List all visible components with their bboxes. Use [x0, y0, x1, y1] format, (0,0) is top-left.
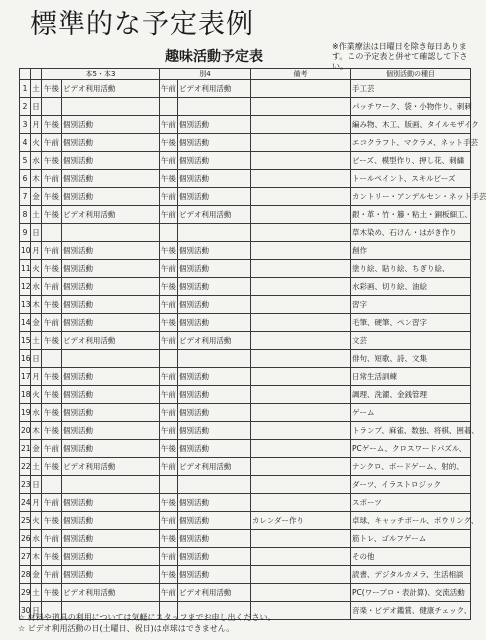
header-day	[20, 69, 31, 80]
table-cell-activity-1: 個別活動	[62, 530, 160, 548]
table-cell-activity-2: 個別活動	[178, 170, 251, 188]
table-cell-period-1: 午前	[42, 242, 62, 260]
table-cell-period-1: 午前	[42, 494, 62, 512]
table-cell-remark	[251, 242, 351, 260]
table-cell-weekday: 火	[31, 260, 42, 278]
table-cell-period-1: 午前	[42, 530, 62, 548]
table-cell-weekday: 日	[31, 350, 42, 368]
table-cell-day: 6	[20, 170, 31, 188]
table-cell-weekday: 月	[31, 116, 42, 134]
table-cell-activity-2: 個別活動	[178, 134, 251, 152]
table-cell-activity-1: 個別活動	[62, 386, 160, 404]
table-cell-activity-1: 個別活動	[62, 494, 160, 512]
table-cell-period-2: 午前	[160, 404, 178, 422]
table-cell-activity-1: 個別活動	[62, 368, 160, 386]
table-cell-remark	[251, 206, 351, 224]
table-cell-activity-2: 個別活動	[178, 386, 251, 404]
table-cell-period-2: 午前	[160, 152, 178, 170]
table-row	[20, 440, 471, 458]
table-row	[20, 242, 471, 260]
header-weekday	[31, 69, 42, 80]
table-cell-activity-2: 個別活動	[178, 314, 251, 332]
table-cell-activity-1: 個別活動	[62, 566, 160, 584]
table-row	[20, 188, 471, 206]
table-cell-day: 13	[20, 296, 31, 314]
table-cell-weekday: 土	[31, 80, 42, 98]
table-cell-theme: 調理、洗濯、金銭管理	[351, 386, 471, 404]
table-cell-period-1: 午前	[42, 314, 62, 332]
schedule-body	[20, 80, 486, 620]
table-cell-period-1: 午後	[42, 584, 62, 602]
table-cell-theme: トランプ、麻雀、数独、将棋、囲碁、	[351, 422, 471, 440]
table-cell-activity-2: 個別活動	[178, 368, 251, 386]
table-cell-period-2: 午前	[160, 206, 178, 224]
table-cell-activity-1: ビデオ利用活動	[62, 206, 160, 224]
table-row	[20, 116, 471, 134]
table-cell-period-1: 午前	[42, 170, 62, 188]
table-row	[20, 422, 471, 440]
header-remarks: 備考	[251, 69, 351, 80]
table-cell-day: 5	[20, 152, 31, 170]
table-cell-activity-1: 個別活動	[62, 440, 160, 458]
table-cell-remark	[251, 404, 351, 422]
table-cell-period-2: 午前	[160, 584, 178, 602]
table-cell-activity-2: ビデオ利用活動	[178, 458, 251, 476]
table-cell-activity-1	[62, 224, 160, 242]
table-cell-theme: PCゲーム、クロスワードパズル、	[351, 440, 471, 458]
table-cell-period-1: 午後	[42, 188, 62, 206]
table-cell-theme: 文芸	[351, 332, 471, 350]
table-cell-weekday: 火	[31, 512, 42, 530]
table-cell-day: 3	[20, 116, 31, 134]
table-cell-period-2: 午後	[160, 242, 178, 260]
table-cell-activity-1: 個別活動	[62, 260, 160, 278]
table-cell-day: 14	[20, 314, 31, 332]
table-cell-weekday: 木	[31, 422, 42, 440]
table-cell-weekday: 土	[31, 458, 42, 476]
table-cell-period-2: 午後	[160, 314, 178, 332]
table-row	[20, 206, 471, 224]
table-cell-activity-2: 個別活動	[178, 242, 251, 260]
table-cell-period-2	[160, 476, 178, 494]
table-cell-period-2	[160, 98, 178, 116]
table-row	[20, 170, 471, 188]
table-cell-day: 28	[20, 566, 31, 584]
table-row	[20, 152, 471, 170]
table-cell-period-2: 午前	[160, 548, 178, 566]
table-cell-period-2: 午前	[160, 422, 178, 440]
table-cell-activity-1: ビデオ利用活動	[62, 584, 160, 602]
table-cell-period-2: 午後	[160, 530, 178, 548]
table-cell-period-2: 午前	[160, 368, 178, 386]
table-cell-activity-2: 個別活動	[178, 512, 251, 530]
table-cell-activity-2: 個別活動	[178, 278, 251, 296]
table-cell-activity-1	[62, 476, 160, 494]
table-row	[20, 458, 471, 476]
table-cell-remark	[251, 80, 351, 98]
table-cell-activity-2: 個別活動	[178, 260, 251, 278]
table-cell-remark	[251, 548, 351, 566]
table-cell-theme: ゲーム	[351, 404, 471, 422]
table-row	[20, 260, 471, 278]
table-cell-period-2: 午後	[160, 440, 178, 458]
footnote: ☆ 材料や道具の利用については気軽にスタッフまでお申し出ください。	[18, 613, 276, 622]
table-cell-theme: スポーツ	[351, 494, 471, 512]
table-cell-weekday: 金	[31, 566, 42, 584]
table-cell-activity-2	[178, 350, 251, 368]
table-cell-day: 27	[20, 548, 31, 566]
table-row	[20, 80, 471, 98]
table-row	[20, 224, 471, 242]
table-cell-activity-2: 個別活動	[178, 152, 251, 170]
table-cell-remark	[251, 332, 351, 350]
table-cell-day: 8	[20, 206, 31, 224]
table-cell-day: 17	[20, 368, 31, 386]
table-cell-theme: パッチワーク、袋・小物作り、刺刺	[351, 98, 471, 116]
table-cell-theme: その他	[351, 548, 471, 566]
table-cell-period-2	[160, 224, 178, 242]
table-row	[20, 566, 471, 584]
table-cell-period-2: 午前	[160, 512, 178, 530]
table-cell-activity-1: 個別活動	[62, 404, 160, 422]
header-ward-1: 本5・本3	[42, 69, 160, 80]
table-row	[20, 548, 471, 566]
table-cell-period-1: 午前	[42, 278, 62, 296]
table-cell-remark	[251, 350, 351, 368]
table-cell-activity-1	[62, 350, 160, 368]
table-cell-remark	[251, 368, 351, 386]
table-cell-period-1: 午後	[42, 422, 62, 440]
table-cell-weekday: 火	[31, 386, 42, 404]
table-cell-day: 30	[20, 602, 31, 620]
table-cell-theme: エコクラフト、マクラメ、ネット手芸	[351, 134, 471, 152]
header-ward-2: 別4	[160, 69, 251, 80]
table-cell-theme: 塗り絵、貼り絵、ちぎり絵、	[351, 260, 471, 278]
table-cell-period-2: 午後	[160, 494, 178, 512]
table-cell-activity-1: 個別活動	[62, 548, 160, 566]
table-cell-remark	[251, 422, 351, 440]
table-cell-remark	[251, 296, 351, 314]
table-cell-weekday: 日	[31, 224, 42, 242]
table-cell-weekday: 月	[31, 494, 42, 512]
table-cell-period-1: 午前	[42, 566, 62, 584]
table-cell-activity-2: ビデオ利用活動	[178, 80, 251, 98]
table-cell-day: 22	[20, 458, 31, 476]
table-cell-remark	[251, 476, 351, 494]
table-cell-remark	[251, 152, 351, 170]
table-cell-day: 1	[20, 80, 31, 98]
table-cell-activity-2: ビデオ利用活動	[178, 584, 251, 602]
table-cell-period-2: 午前	[160, 80, 178, 98]
table-cell-period-1: 午前	[42, 134, 62, 152]
table-cell-activity-2: 個別活動	[178, 116, 251, 134]
table-cell-remark	[251, 134, 351, 152]
table-row	[20, 278, 471, 296]
table-row	[20, 350, 471, 368]
table-cell-day: 9	[20, 224, 31, 242]
table-cell-remark	[251, 440, 351, 458]
table-cell-day: 16	[20, 350, 31, 368]
table-cell-activity-1	[62, 98, 160, 116]
table-row	[20, 530, 471, 548]
table-cell-activity-1: 個別活動	[62, 422, 160, 440]
table-cell-period-1: 午後	[42, 332, 62, 350]
table-cell-day: 26	[20, 530, 31, 548]
header-theme: 個別活動の種目	[351, 69, 471, 80]
table-cell-activity-1: 個別活動	[62, 152, 160, 170]
table-cell-theme: 俳句、短歌、詩、文集	[351, 350, 471, 368]
table-cell-activity-1: 個別活動	[62, 242, 160, 260]
table-cell-day: 19	[20, 404, 31, 422]
table-cell-weekday: 月	[31, 368, 42, 386]
table-cell-activity-1: 個別活動	[62, 314, 160, 332]
page-title: 標準的な予定表例	[30, 9, 254, 40]
table-cell-period-1: 午後	[42, 116, 62, 134]
table-cell-period-2: 午前	[160, 458, 178, 476]
table-cell-activity-1: ビデオ利用活動	[62, 458, 160, 476]
table-cell-remark: カレンダー作り	[251, 512, 351, 530]
table-cell-day: 15	[20, 332, 31, 350]
schedule-title: 趣味活動予定表	[165, 49, 263, 65]
table-cell-remark	[251, 314, 351, 332]
table-row	[20, 476, 471, 494]
table-cell-activity-2: 個別活動	[178, 548, 251, 566]
table-cell-period-2: 午前	[160, 260, 178, 278]
table-cell-period-1: 午前	[42, 440, 62, 458]
table-cell-weekday: 水	[31, 278, 42, 296]
table-cell-theme: 習字	[351, 296, 471, 314]
table-cell-activity-1: 個別活動	[62, 134, 160, 152]
table-cell-period-2: 午後	[160, 134, 178, 152]
table-cell-activity-1: 個別活動	[62, 278, 160, 296]
table-cell-activity-2: 個別活動	[178, 440, 251, 458]
table-cell-remark	[251, 116, 351, 134]
table-cell-activity-1: 個別活動	[62, 512, 160, 530]
table-cell-activity-2: 個別活動	[178, 422, 251, 440]
table-cell-weekday: 日	[31, 602, 42, 620]
table-header-row	[20, 69, 471, 80]
table-cell-activity-2	[178, 476, 251, 494]
table-cell-activity-2: 個別活動	[178, 404, 251, 422]
table-cell-remark	[251, 530, 351, 548]
table-cell-weekday: 土	[31, 206, 42, 224]
table-cell-remark	[251, 170, 351, 188]
table-cell-activity-2	[178, 98, 251, 116]
table-cell-weekday: 日	[31, 476, 42, 494]
table-row	[20, 332, 471, 350]
table-cell-activity-2: 個別活動	[178, 530, 251, 548]
table-cell-theme: ナンクロ、ボードゲーム、射的、	[351, 458, 471, 476]
table-cell-activity-2: 個別活動	[178, 296, 251, 314]
table-cell-weekday: 土	[31, 584, 42, 602]
table-cell-activity-1: 個別活動	[62, 188, 160, 206]
table-row	[20, 584, 471, 602]
table-cell-weekday: 水	[31, 152, 42, 170]
table-cell-weekday: 金	[31, 440, 42, 458]
table-cell-period-2: 午前	[160, 296, 178, 314]
table-cell-remark	[251, 98, 351, 116]
table-cell-weekday: 木	[31, 170, 42, 188]
table-cell-activity-1: 個別活動	[62, 296, 160, 314]
table-cell-remark	[251, 566, 351, 584]
table-cell-period-1: 午後	[42, 386, 62, 404]
table-cell-theme: トールペイント、スキルビーズ	[351, 170, 471, 188]
table-cell-period-1	[42, 224, 62, 242]
table-cell-period-1	[42, 350, 62, 368]
table-cell-period-1: 午後	[42, 80, 62, 98]
table-row	[20, 386, 471, 404]
table-cell-weekday: 木	[31, 296, 42, 314]
table-cell-day: 18	[20, 386, 31, 404]
table-cell-theme: 卓球、キャッチボール、ボウリング、	[351, 512, 471, 530]
table-cell-theme: 毛筆、硬筆、ペン習字	[351, 314, 471, 332]
footnotes	[18, 612, 276, 634]
table-cell-theme: 創作	[351, 242, 471, 260]
table-row	[20, 134, 471, 152]
table-cell-day: 23	[20, 476, 31, 494]
table-cell-theme: 筋トレ、ゴルフゲーム	[351, 530, 471, 548]
table-cell-weekday: 水	[31, 404, 42, 422]
table-cell-weekday: 火	[31, 134, 42, 152]
table-cell-period-1: 午後	[42, 206, 62, 224]
table-cell-activity-2: 個別活動	[178, 188, 251, 206]
table-cell-activity-1: ビデオ利用活動	[62, 80, 160, 98]
table-cell-day: 11	[20, 260, 31, 278]
table-cell-theme: PC(ワープロ・表計算)、交流活動	[351, 584, 471, 602]
table-cell-remark	[251, 494, 351, 512]
table-cell-period-1: 午後	[42, 512, 62, 530]
table-cell-theme: 読書、デジタルカメラ、生活相談	[351, 566, 471, 584]
table-cell-theme: 日常生活訓練	[351, 368, 471, 386]
table-cell-weekday: 木	[31, 548, 42, 566]
table-cell-period-2: 午後	[160, 170, 178, 188]
table-cell-remark	[251, 188, 351, 206]
table-cell-weekday: 水	[31, 530, 42, 548]
table-cell-day: 21	[20, 440, 31, 458]
table-cell-theme: カントリー・アンデルセン・ネット手芸	[351, 188, 471, 206]
table-cell-period-2: 午前	[160, 386, 178, 404]
table-cell-theme: 銀・革・竹・籐・粘土・銅板細工、	[351, 206, 471, 224]
table-row	[20, 296, 471, 314]
table-cell-period-1: 午後	[42, 296, 62, 314]
table-cell-day: 7	[20, 188, 31, 206]
table-cell-day: 2	[20, 98, 31, 116]
table-cell-theme: 水彩画、切り絵、油絵	[351, 278, 471, 296]
table-cell-activity-1: 個別活動	[62, 116, 160, 134]
table-cell-theme: ダーツ、イラストロジック	[351, 476, 471, 494]
table-cell-day: 12	[20, 278, 31, 296]
table-cell-activity-2: ビデオ利用活動	[178, 332, 251, 350]
table-cell-period-1: 午後	[42, 404, 62, 422]
table-cell-remark	[251, 224, 351, 242]
table-cell-activity-2: 個別活動	[178, 494, 251, 512]
table-cell-period-1: 午後	[42, 260, 62, 278]
table-cell-day: 10	[20, 242, 31, 260]
table-cell-remark	[251, 584, 351, 602]
table-row	[20, 512, 471, 530]
table-row	[20, 494, 471, 512]
table-cell-weekday: 月	[31, 242, 42, 260]
table-cell-period-1: 午後	[42, 548, 62, 566]
footnote: ☆ ビデオ利用活動の日(土曜日、祝日)は卓球はできません。	[18, 624, 235, 633]
table-cell-activity-1: ビデオ利用活動	[62, 332, 160, 350]
table-cell-period-1: 午後	[42, 152, 62, 170]
top-note: ※作業療法は日曜日を除き毎日あります。この予定表と併せて確認して下さい。	[332, 42, 468, 71]
schedule-table	[19, 68, 486, 620]
table-cell-period-1	[42, 476, 62, 494]
table-cell-weekday: 金	[31, 188, 42, 206]
table-cell-remark	[251, 260, 351, 278]
table-cell-day: 20	[20, 422, 31, 440]
table-cell-day: 24	[20, 494, 31, 512]
table-cell-activity-1: 個別活動	[62, 170, 160, 188]
table-cell-remark	[251, 386, 351, 404]
table-cell-weekday: 日	[31, 98, 42, 116]
table-cell-remark	[251, 458, 351, 476]
table-cell-day: 4	[20, 134, 31, 152]
table-cell-period-1: 午後	[42, 458, 62, 476]
table-cell-remark	[251, 278, 351, 296]
table-cell-period-1: 午後	[42, 368, 62, 386]
table-cell-period-2: 午前	[160, 332, 178, 350]
table-cell-period-1	[42, 98, 62, 116]
table-cell-theme: 手工芸	[351, 80, 471, 98]
table-cell-period-2: 午前	[160, 188, 178, 206]
table-cell-day: 25	[20, 512, 31, 530]
table-row	[20, 368, 471, 386]
table-cell-theme: ビーズ、模型作り、押し花、刺繍	[351, 152, 471, 170]
table-cell-theme: 音楽・ビデオ鑑賞、健康チェック、	[351, 602, 471, 620]
table-cell-weekday: 金	[31, 314, 42, 332]
table-cell-weekday: 土	[31, 332, 42, 350]
table-cell-period-2: 午後	[160, 278, 178, 296]
table-cell-period-2: 午前	[160, 116, 178, 134]
table-cell-day: 29	[20, 584, 31, 602]
table-cell-activity-2	[178, 224, 251, 242]
table-row	[20, 404, 471, 422]
table-cell-theme: 編み物、木工、版画、タイルモザイク	[351, 116, 471, 134]
table-row	[20, 314, 471, 332]
table-cell-period-2: 午後	[160, 566, 178, 584]
table-cell-theme: 草木染め、石けん・はがき作り	[351, 224, 471, 242]
table-cell-activity-2: ビデオ利用活動	[178, 206, 251, 224]
table-cell-period-2	[160, 350, 178, 368]
table-row	[20, 98, 471, 116]
table-cell-activity-2: 個別活動	[178, 566, 251, 584]
